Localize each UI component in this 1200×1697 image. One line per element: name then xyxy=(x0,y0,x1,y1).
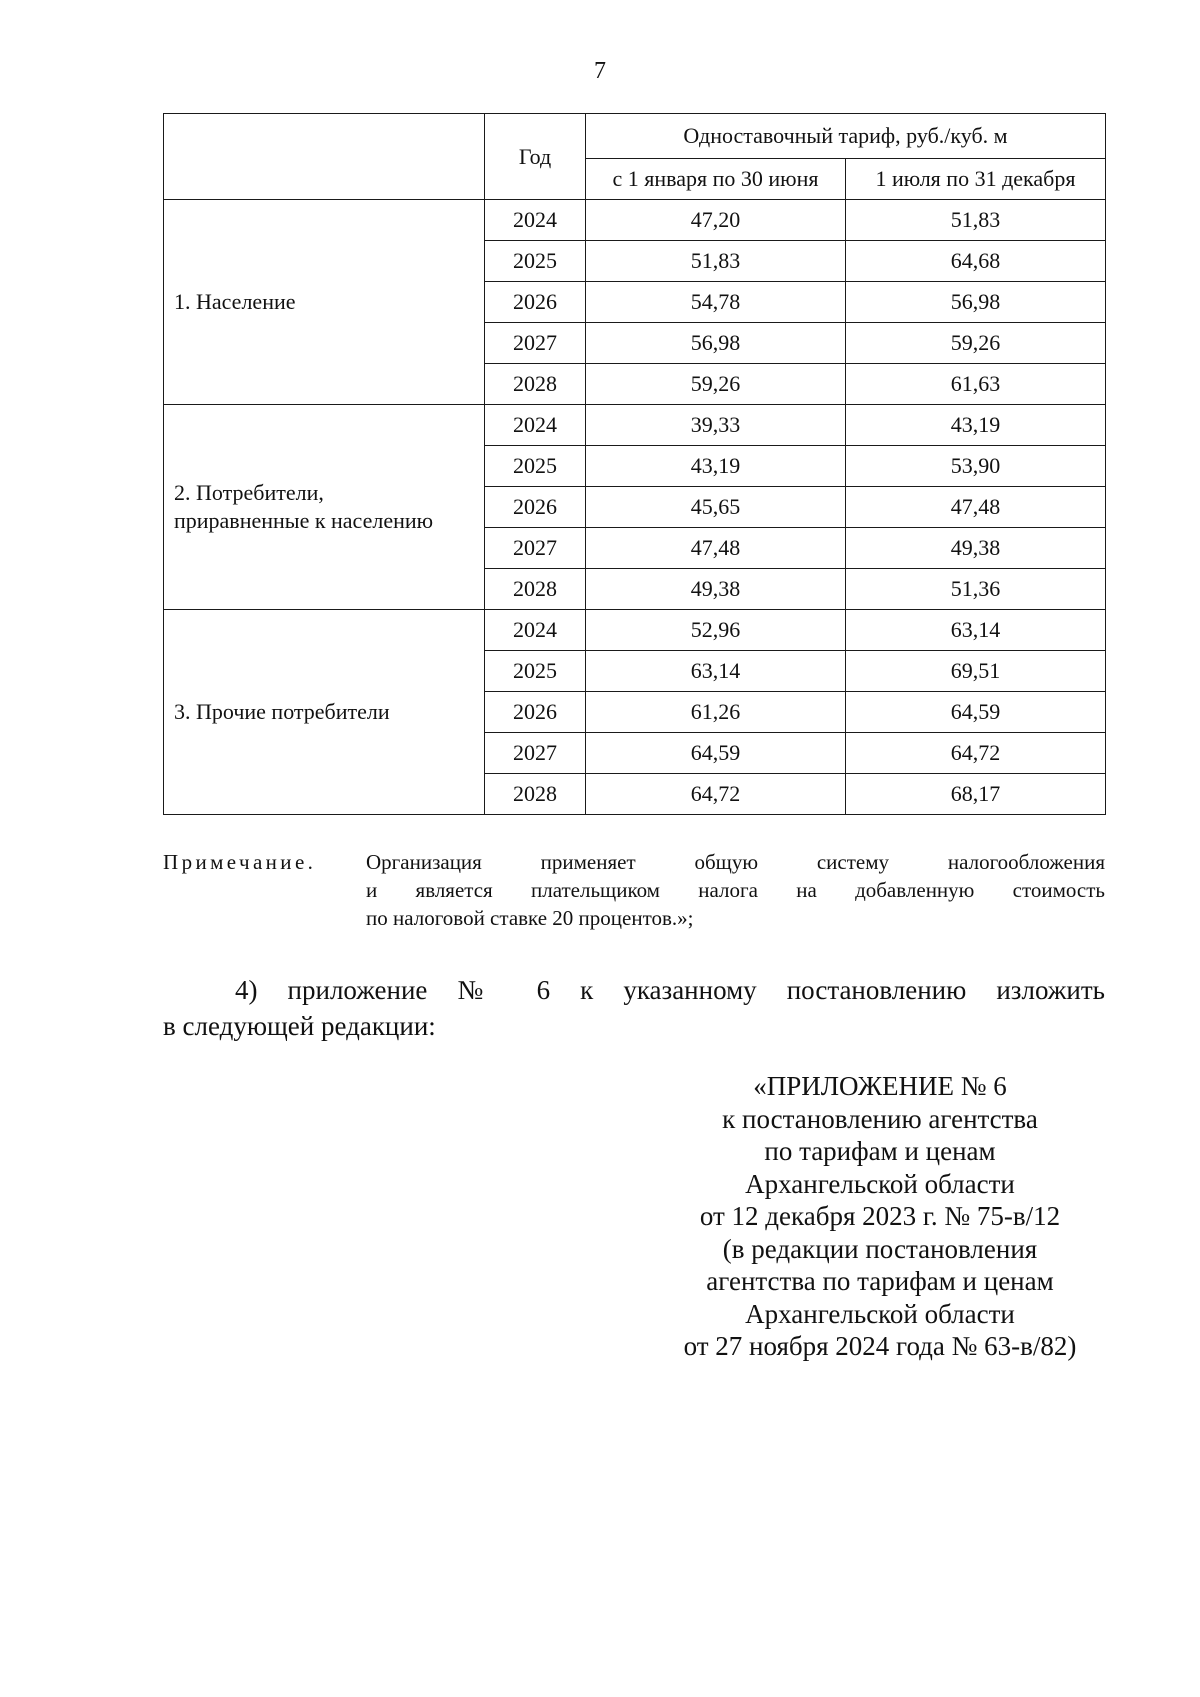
appendix-line: (в редакции постановления xyxy=(722,1233,1038,1264)
header-empty-cell xyxy=(164,114,485,200)
year-cell: 2026 xyxy=(485,282,586,323)
year-cell: 2027 xyxy=(485,528,586,569)
item-4-line-2: в следующей редакции: xyxy=(163,1011,436,1041)
group-name-2-line2: приравненные к населению xyxy=(174,508,434,533)
tariff-table xyxy=(163,113,1106,815)
note-line-2: и является плательщиком налога на добавленную стоимость xyxy=(366,878,1105,902)
note-line-1: Организация применяет общую систему налогообложения xyxy=(366,850,1105,874)
year-cell: 2026 xyxy=(485,487,586,528)
tariff-half2-cell: 69,51 xyxy=(846,651,1106,692)
item-4-line-1: 4) приложение № 6 к указанному постановлению изложить xyxy=(235,975,1105,1005)
tariff-half2-cell: 51,83 xyxy=(846,200,1106,241)
year-cell: 2024 xyxy=(485,405,586,446)
group-name-2-line1: 2. Потребители, xyxy=(174,480,324,505)
year-cell: 2027 xyxy=(485,323,586,364)
header-half2: 1 июля по 31 декабря xyxy=(846,159,1106,200)
year-cell: 2027 xyxy=(485,733,586,774)
year-cell: 2028 xyxy=(485,774,586,815)
note-line-3: по налоговой ставке 20 процентов.»; xyxy=(366,906,694,930)
table-row xyxy=(164,610,1106,651)
table-row xyxy=(164,405,1106,446)
tariff-half1-cell: 47,20 xyxy=(586,200,846,241)
year-cell: 2025 xyxy=(485,241,586,282)
header-half1: с 1 января по 30 июня xyxy=(586,159,846,200)
tariff-half2-cell: 64,72 xyxy=(846,733,1106,774)
tariff-half2-cell: 47,48 xyxy=(846,487,1106,528)
tariff-half2-cell: 56,98 xyxy=(846,282,1106,323)
tariff-half2-cell: 63,14 xyxy=(846,610,1106,651)
tariff-half1-cell: 52,96 xyxy=(586,610,846,651)
tariff-half2-cell: 53,90 xyxy=(846,446,1106,487)
header-year: Год xyxy=(485,114,586,200)
tariff-half2-cell: 64,59 xyxy=(846,692,1106,733)
item-4-paragraph xyxy=(163,972,1105,1044)
header-tariff: Одноставочный тариф, руб./куб. м xyxy=(586,114,1106,159)
table-row xyxy=(164,200,1106,241)
year-cell: 2028 xyxy=(485,569,586,610)
group-name-2 xyxy=(164,405,485,610)
year-cell: 2024 xyxy=(485,200,586,241)
tariff-half1-cell: 45,65 xyxy=(586,487,846,528)
appendix-line: от 12 декабря 2023 г. № 75-в/12 xyxy=(699,1201,1061,1231)
year-cell: 2028 xyxy=(485,364,586,405)
appendix-line: агентства по тарифам и ценам xyxy=(706,1266,1054,1296)
tariff-half2-cell: 43,19 xyxy=(846,405,1106,446)
tariff-half2-cell: 59,26 xyxy=(846,323,1106,364)
tariff-half1-cell: 64,72 xyxy=(586,774,846,815)
page-number: 7 xyxy=(594,58,606,84)
year-cell: 2025 xyxy=(485,446,586,487)
tariff-half1-cell: 43,19 xyxy=(586,446,846,487)
tariff-half1-cell: 64,59 xyxy=(586,733,846,774)
tariff-half1-cell: 47,48 xyxy=(586,528,846,569)
appendix-line: Архангельской области xyxy=(745,1168,1015,1199)
tariff-half1-cell: 61,26 xyxy=(586,692,846,733)
note-text xyxy=(366,848,1105,932)
group-name-1: 1. Население xyxy=(164,200,485,405)
tariff-half1-cell: 39,33 xyxy=(586,405,846,446)
tariff-half1-cell: 56,98 xyxy=(586,323,846,364)
tariff-half1-cell: 54,78 xyxy=(586,282,846,323)
appendix-line: от 27 ноября 2024 года № 63-в/82) xyxy=(683,1331,1077,1361)
tariff-half2-cell: 68,17 xyxy=(846,774,1106,815)
tariff-half1-cell: 49,38 xyxy=(586,569,846,610)
appendix-header xyxy=(640,1070,1120,1363)
year-cell: 2024 xyxy=(485,610,586,651)
appendix-line: Архангельской области xyxy=(745,1298,1015,1329)
table-header-row xyxy=(164,114,1106,159)
tariff-half2-cell: 61,63 xyxy=(846,364,1106,405)
note-label: Примечание. xyxy=(163,850,317,874)
tariff-half1-cell: 59,26 xyxy=(586,364,846,405)
year-cell: 2026 xyxy=(485,692,586,733)
tariff-half2-cell: 51,36 xyxy=(846,569,1106,610)
group-name-3: 3. Прочие потребители xyxy=(164,610,485,815)
tariff-half2-cell: 64,68 xyxy=(846,241,1106,282)
tariff-half1-cell: 63,14 xyxy=(586,651,846,692)
appendix-line: по тарифам и ценам xyxy=(764,1136,996,1166)
tariff-half1-cell: 51,83 xyxy=(586,241,846,282)
appendix-line: к постановлению агентства xyxy=(722,1103,1038,1134)
appendix-line: «ПРИЛОЖЕНИЕ № 6 xyxy=(753,1071,1007,1101)
tariff-half2-cell: 49,38 xyxy=(846,528,1106,569)
year-cell: 2025 xyxy=(485,651,586,692)
